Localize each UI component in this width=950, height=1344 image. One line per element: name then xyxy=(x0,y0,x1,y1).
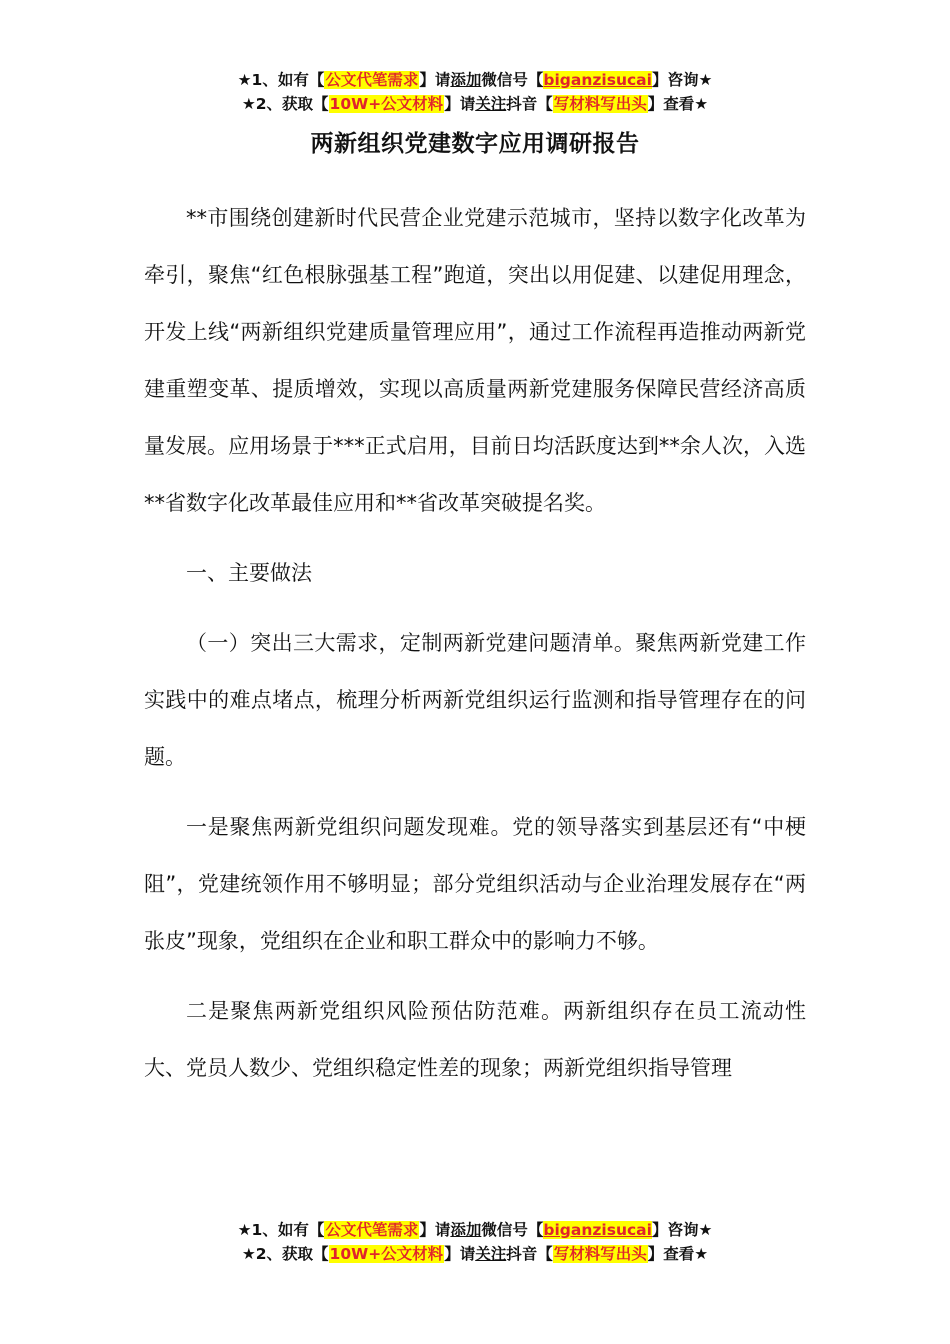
ad-text: 】查看★ xyxy=(647,1245,709,1263)
ad-text: ★2、获取【 xyxy=(241,95,329,113)
ad-text: 】请 xyxy=(419,71,451,89)
ad-text: 】请 xyxy=(444,1245,476,1263)
ad-highlight: 公文代笔需求 xyxy=(325,71,419,89)
ad-highlight: 10W+公文材料 xyxy=(329,1245,444,1263)
ad-text: 】请 xyxy=(419,1221,451,1239)
wechat-id-link[interactable]: biganzisucai xyxy=(543,71,652,89)
body-paragraph: 二是聚焦两新党组织风险预估防范难。两新组织存在员工流动性大、党员人数少、党组织稳定性差的现象；两新党组织指导管理 xyxy=(144,999,806,1080)
ad-text: ★1、如有【 xyxy=(237,71,325,89)
ad-text: ★1、如有【 xyxy=(237,1221,325,1239)
ad-text: 微信号【 xyxy=(481,71,544,89)
ad-underlined-text: 关注 xyxy=(475,1245,507,1263)
ad-banner-line-2-footer xyxy=(0,1242,950,1266)
ad-text: 】请 xyxy=(444,95,476,113)
douyin-account-highlight: 写材料写出头 xyxy=(553,1245,647,1263)
ad-underlined-text: 添加 xyxy=(450,1221,482,1239)
ad-banner-line-1 xyxy=(0,68,950,92)
document-title: 两新组织党建数字应用调研报告 xyxy=(310,131,640,157)
ad-text: 微信号【 xyxy=(481,1221,544,1239)
intro-paragraph: **市围绕创建新时代民营企业党建示范城市，坚持以数字化改革为牵引，聚焦“红色根脉强基工程”跑道，突出以用促建、以建促用理念，开发上线“两新组织党建质量管理应用”，通过工作流程再造推动两新党建重塑变革、提质增效，实现以高质量两新党建服务保障民营经济高质量发展。应用场景于***正式启用，目前日均活跃度达到**余人次，入选**省数字化改革最佳应用和**省改革突破提名奖。 xyxy=(144,206,806,515)
ad-highlight: 公文代笔需求 xyxy=(325,1221,419,1239)
ad-banner-line-2 xyxy=(0,92,950,116)
ad-text: 抖音【 xyxy=(506,1245,553,1263)
ad-banner-line-1-footer xyxy=(0,1218,950,1242)
ad-text: 】咨询★ xyxy=(651,1221,713,1239)
wechat-id-link[interactable]: biganzisucai xyxy=(543,1221,652,1239)
ad-text: 抖音【 xyxy=(506,95,553,113)
ad-text: 】查看★ xyxy=(647,95,709,113)
subsection-paragraph: （一）突出三大需求，定制两新党建问题清单。聚焦两新党建工作实践中的难点堵点，梳理分析两新党组织运行监测和指导管理存在的问题。 xyxy=(144,631,806,769)
body-paragraph: 一是聚焦两新党组织问题发现难。党的领导落实到基层还有“中梗阻”，党建统领作用不够明显；部分党组织活动与企业治理发展存在“两张皮”现象，党组织在企业和职工群众中的影响力不够。 xyxy=(144,815,806,953)
section-heading: 一、主要做法 xyxy=(186,561,312,585)
document-body xyxy=(144,190,806,1097)
ad-text: ★2、获取【 xyxy=(241,1245,329,1263)
ad-underlined-text: 添加 xyxy=(450,71,482,89)
douyin-account-highlight: 写材料写出头 xyxy=(553,95,647,113)
ad-text: 】咨询★ xyxy=(651,71,713,89)
ad-underlined-text: 关注 xyxy=(475,95,507,113)
ad-highlight: 10W+公文材料 xyxy=(329,95,444,113)
